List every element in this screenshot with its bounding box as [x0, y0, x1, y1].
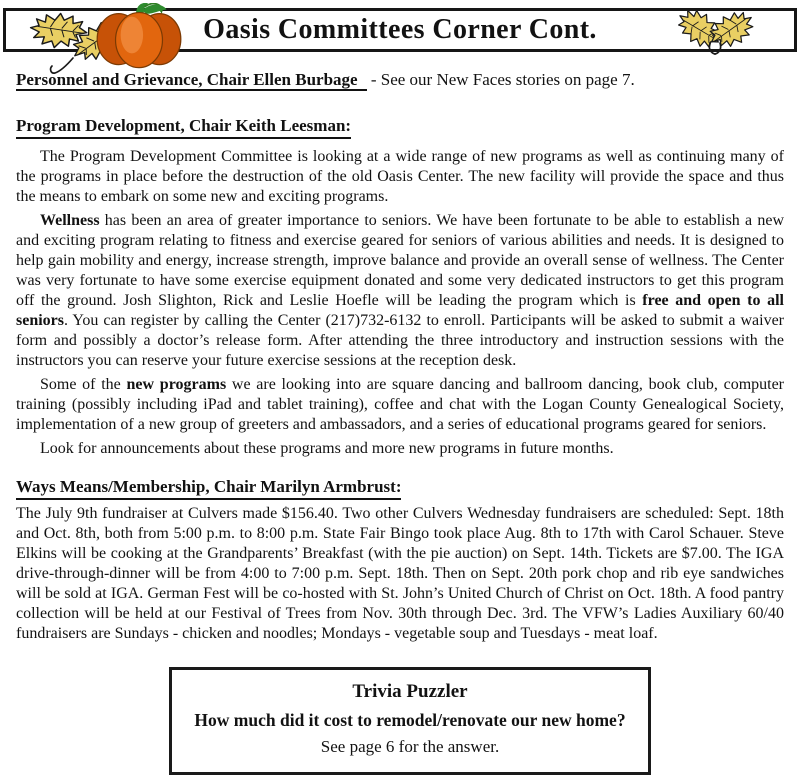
program-paragraph-wellness — [16, 211, 784, 371]
wellness-bold: Wellness — [40, 212, 100, 229]
newsletter-body — [0, 70, 800, 644]
program-paragraph-announcements — [16, 439, 784, 459]
wellness-text-a: has been an area of greater importance to seniors. We have been fortunate to be able to establish a new and exciting program relating to fitness and exercise geared for seniors of various abilities and needs. It is designed to help gain mobility and energy, increase strength, improve balance and provide an overall sense of wellness. The Center was very fortunate to have some exercise equipment donated and some very dedicated instructors to get this program off the ground. Josh Slighton, Rick and Leslie Hoefle will be leading the program which is — [16, 212, 784, 309]
personnel-grievance-heading: Personnel and Grievance, Chair Ellen Burbage — [16, 70, 367, 91]
trivia-question: How much did it cost to remodel/renovate our new home? — [194, 710, 626, 730]
ways-means-paragraph — [16, 504, 784, 644]
ways-means-heading: Ways Means/Membership, Chair Marilyn Armbrust: — [16, 476, 401, 500]
free-open-bold: free and open to all seniors — [16, 292, 785, 329]
trivia-puzzler-box — [169, 667, 651, 775]
personnel-grievance-text: - See our New Faces stories on page 7. — [370, 70, 635, 89]
wellness-text-b: . You can register by calling the Center (217)732-6132 to enroll. Participants will be asked to submit a waiver form and possibly a doctor’s release form. After attending the three introductory and instruction sessions with the instructors you can reserve your future exercise sessions at the reception desk. — [16, 312, 784, 369]
personnel-grievance-line — [16, 70, 784, 90]
announcements-text: Look for announcements about these programs and more new programs in future months. — [40, 440, 614, 457]
autumn-leaves-icon — [634, 9, 774, 65]
masthead — [3, 8, 797, 52]
program-paragraph-1-text: The Program Development Committee is looking at a wide range of new programs as well as continuing many of the programs in place before the destruction of the old Oasis Center. The new facility will provide the space and thus the means to embark on some new and exciting programs. — [16, 148, 784, 205]
new-programs-text-b: we are looking into are square dancing and ballroom dancing, book club, computer training (possibly including iPad and tablet training), coffee and chat with the Logan County Genealogical Society, implementation of a new group of greeters and ambassadors, and a series of educational programs geared for seniors. — [16, 376, 785, 433]
page-title: Oasis Committees Corner Cont. — [203, 14, 597, 45]
trivia-title: Trivia Puzzler — [352, 681, 468, 702]
new-programs-bold: new programs — [126, 376, 227, 393]
program-paragraph-1 — [16, 147, 784, 207]
program-paragraph-new-programs — [16, 375, 784, 435]
trivia-answer-note: See page 6 for the answer. — [320, 737, 500, 756]
new-programs-text-a: Some of the — [40, 376, 127, 393]
program-development-heading: Program Development, Chair Keith Leesman: — [16, 115, 351, 139]
ways-means-text: The July 9th fundraiser at Culvers made $156.40. Two other Culvers Wednesday fundraisers are scheduled: Sept. 18th and Oct. 8th, both from 5:00 p.m. to 8:00 p.m. State Fair Bingo took place Aug. 8th to 17th with Carol Schauer. Steve Elkins will be cooking at the Grandparents’ Breakfast (with the pie auction) on Sept. 14th. Tickets are $7.00. The IGA drive-through-dinner will be from 4:00 to 7:00 p.m. Sept. 18th. Then on Sept. 20th pork chop and rib eye sandwiches will be sold at IGA. German Fest will be co-hosted with St. John’s United Church of Christ on Oct. 18th. A food pantry collection will be held at our Festival of Trees from Nov. 30th through Dec. 3rd. The VFW’s Ladies Auxiliary 60/40 fundraisers are Sundays - chicken and noodles; Mondays - vegetable soup and Tuesdays - meat loaf. — [16, 505, 784, 642]
